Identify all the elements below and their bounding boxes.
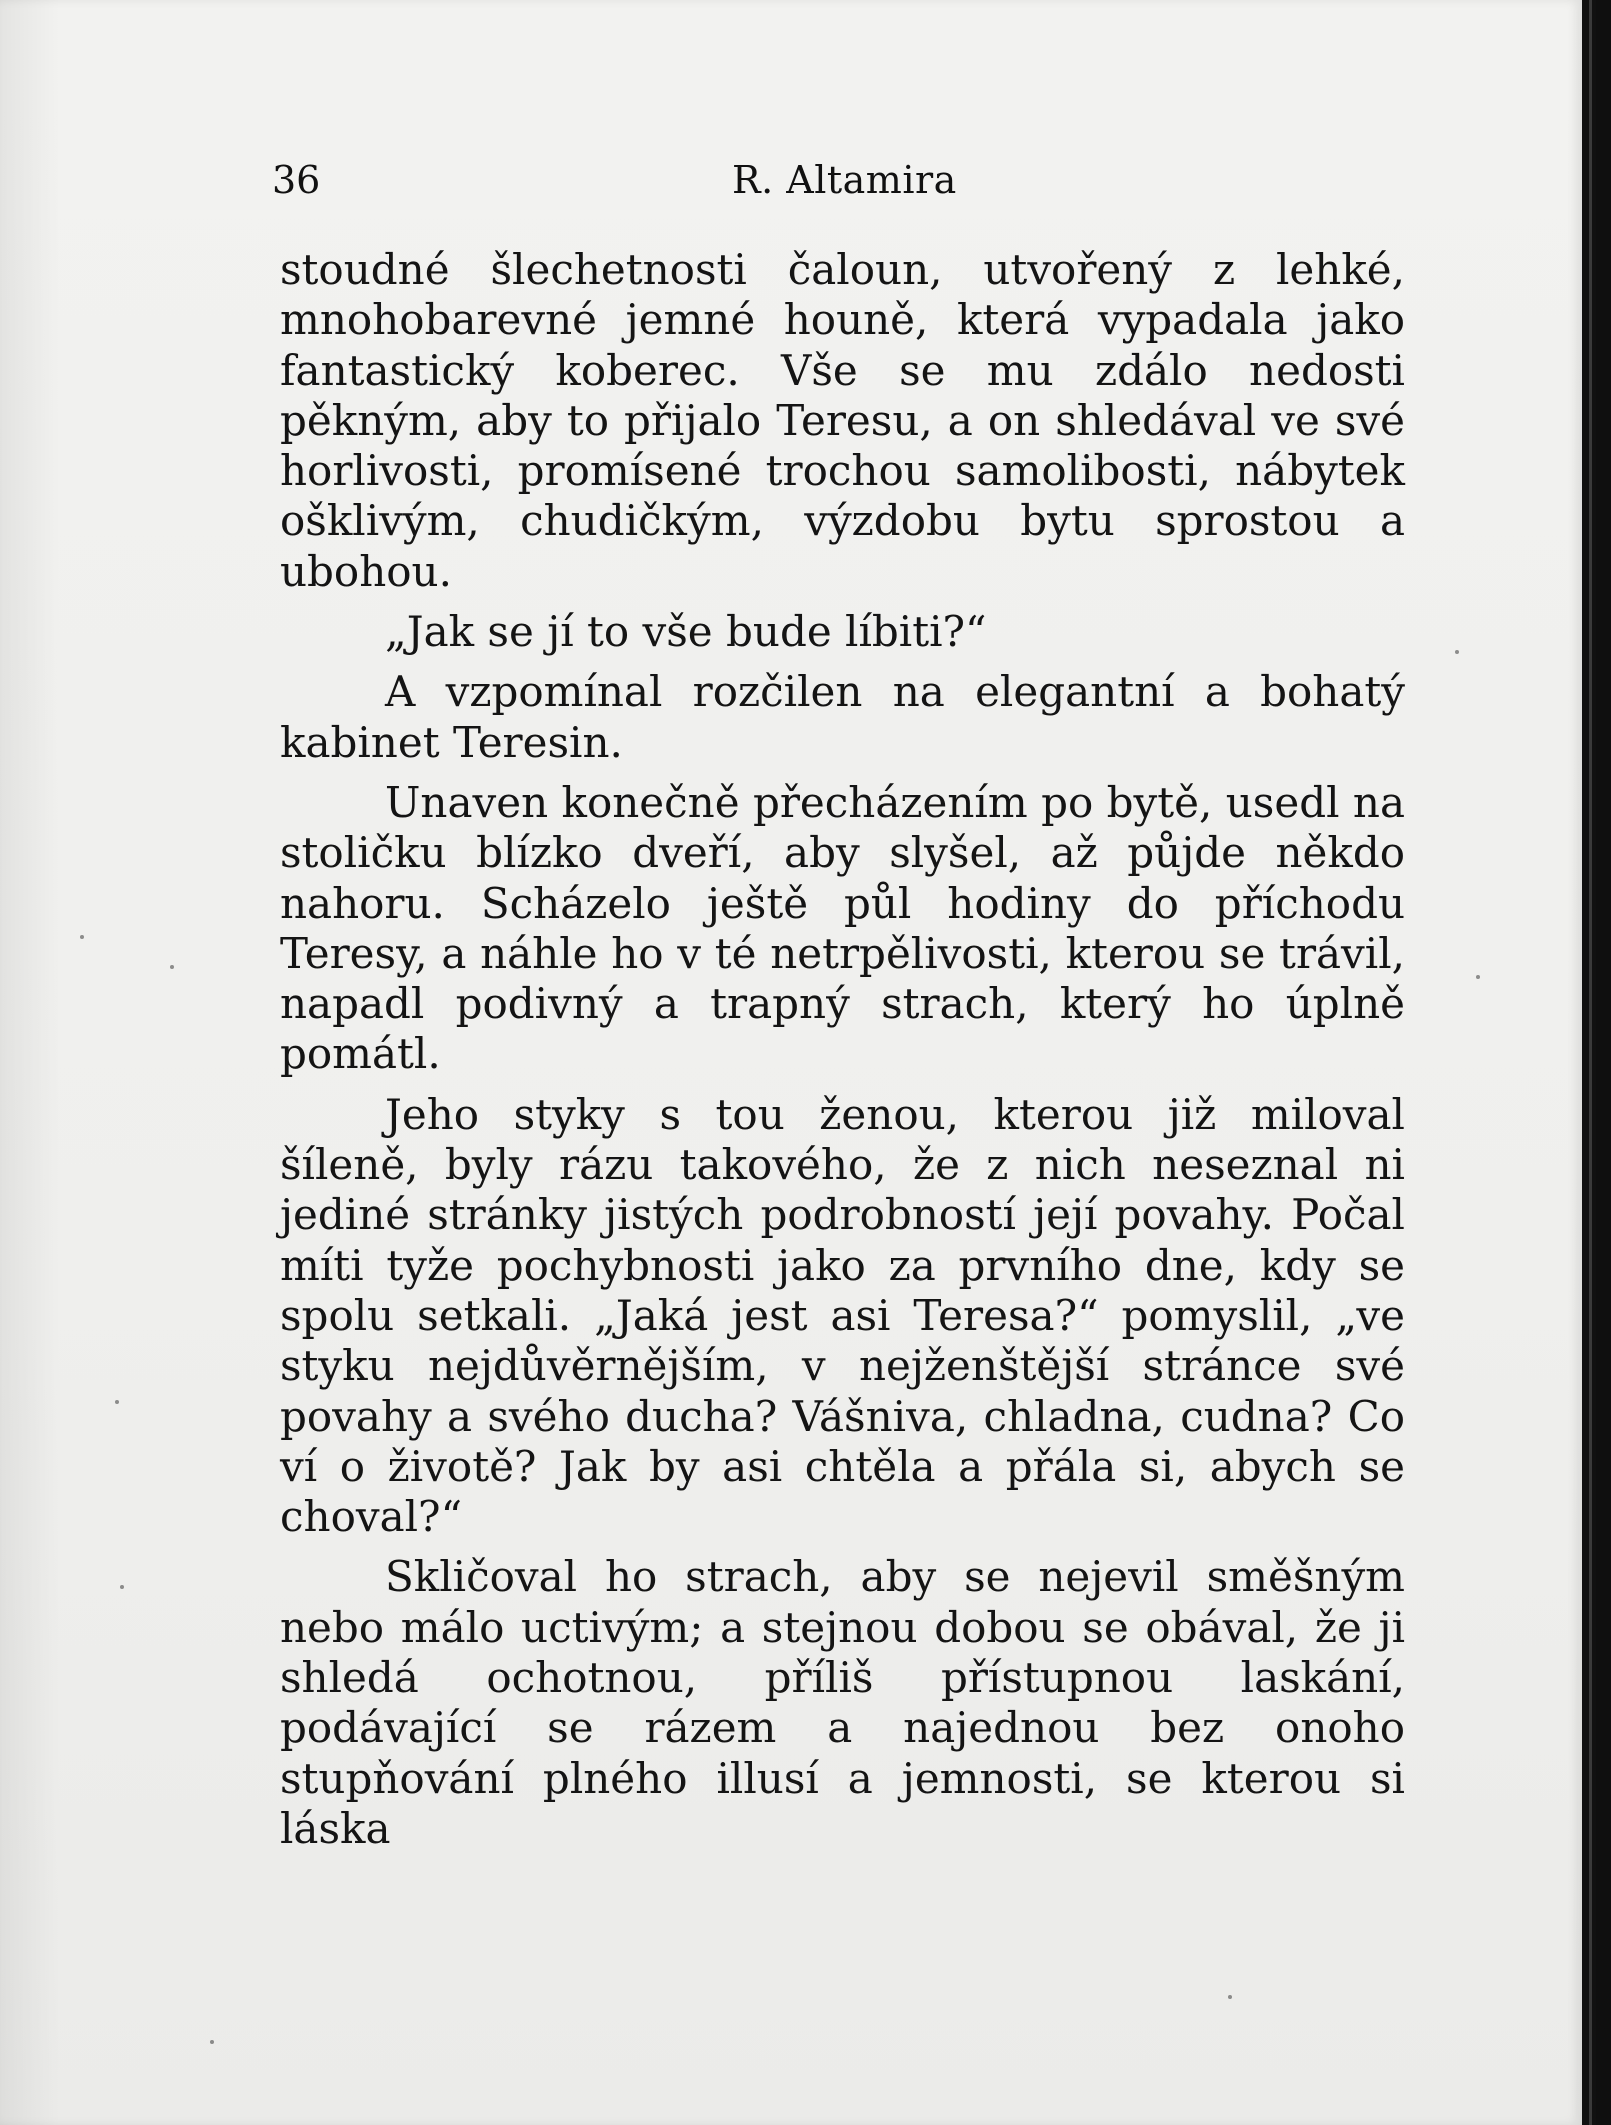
print-speck bbox=[115, 1400, 119, 1404]
page-edge bbox=[1589, 0, 1592, 2125]
paragraph: Unaven konečně přecházením po bytě, usedl na stoličku blízko dveří, aby slyšel, až půjde někdo nahoru. Scházelo ještě půl hodiny do příchodu Teresy, a náhle ho v té netrpělivosti, kterou se trávil, napadl podivný a trapný strach, který ho úplně pomátl. bbox=[280, 777, 1405, 1079]
print-speck bbox=[120, 1585, 124, 1589]
print-speck bbox=[1476, 975, 1480, 979]
paragraph: stoudné šlechetnosti čaloun, utvořený z lehké, mnohobarevné jemné houně, která vypadala jako fantastický koberec. Vše se mu zdálo nedosti pěkným, aby to přijalo Teresu, a on shledával ve své horlivosti, promísené trochou samolibosti, nábytek ošklivým, chudičkým, výzdobu bytu sprostou a ubohou. bbox=[280, 245, 1405, 596]
body-text bbox=[280, 245, 1405, 1864]
page-number: 36 bbox=[272, 158, 321, 202]
print-speck bbox=[1228, 1995, 1232, 1999]
print-speck bbox=[170, 965, 174, 969]
paragraph: A vzpomínal rozčilen na elegantní a bohatý kabinet Teresin. bbox=[280, 667, 1405, 767]
running-head: R. Altamira bbox=[732, 158, 957, 202]
print-speck bbox=[80, 935, 84, 939]
print-speck bbox=[1455, 650, 1459, 654]
print-speck bbox=[210, 2040, 214, 2044]
paragraph: Skličoval ho strach, aby se nejevil směšným nebo málo uctivým; a stejnou dobou se obával, že ji shledá ochotnou, příliš přístupnou laskání, podávající se rázem a najednou bez onoho stupňování plného illusí a jemnosti, se kterou si láska bbox=[280, 1552, 1405, 1853]
paragraph: Jeho styky s tou ženou, kterou již miloval šíleně, byly rázu takového, že z nich neseznal ni jediné stránky jistých podrobností její povahy. Počal míti tyže pochybnosti jako za prvního dne, kdy se spolu setkali. „Jaká jest asi Teresa?“ pomyslil, „ve styku nejdůvěrnějším, v nejženštější stránce své povahy a svého ducha? Vášniva, chladna, cudna? Co ví o životě? Jak by asi chtěla a přála si, abych se choval?“ bbox=[280, 1089, 1405, 1542]
paragraph: „Jak se jí to vše bude líbiti?“ bbox=[385, 607, 987, 657]
page-header bbox=[272, 150, 1402, 210]
